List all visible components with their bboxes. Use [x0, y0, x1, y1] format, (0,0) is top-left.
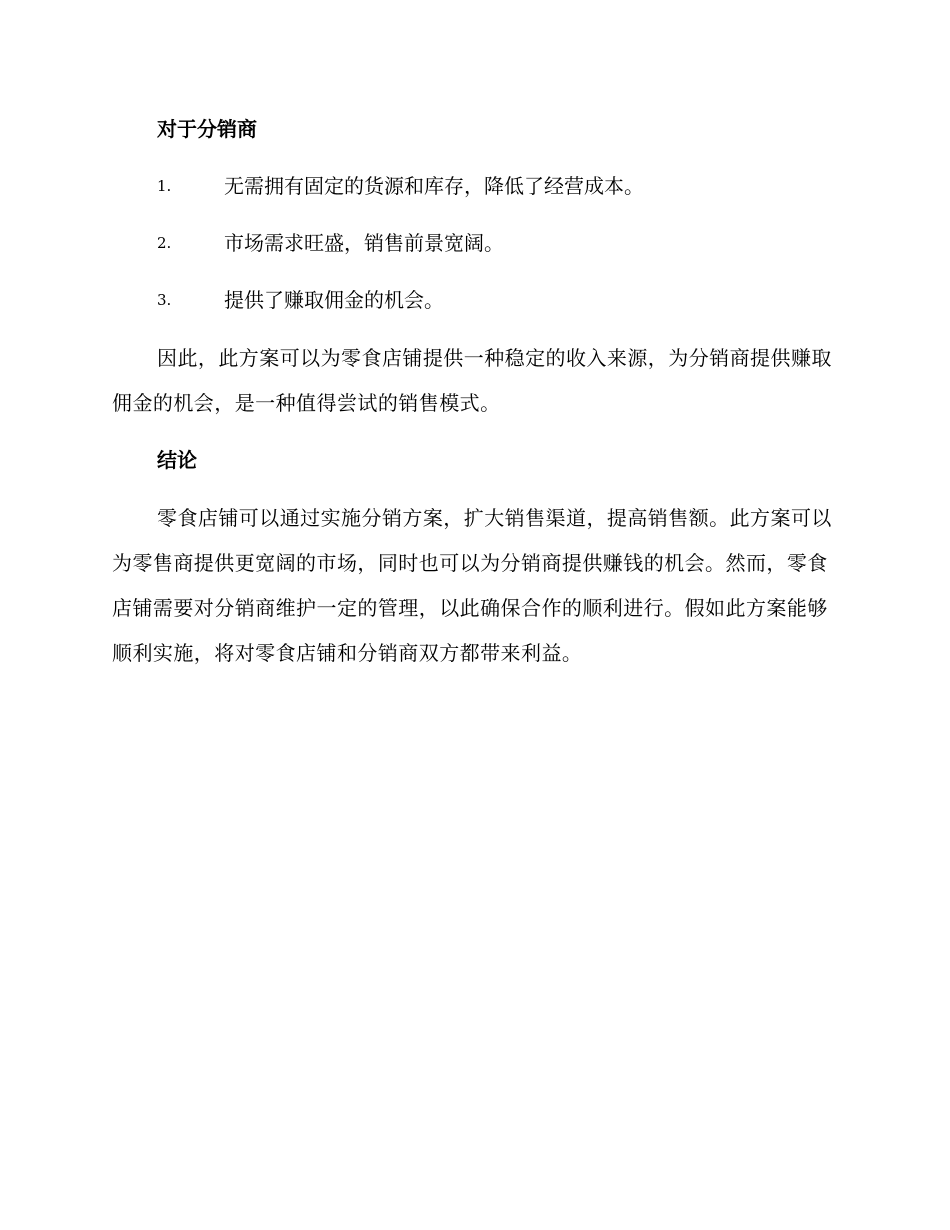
list-number: 2. — [157, 234, 172, 252]
list-text: 提供了赚取佣金的机会。 — [224, 288, 444, 312]
section-heading-conclusion: 结论 — [157, 448, 197, 472]
conclusion-paragraph: 零食店铺可以通过实施分销方案，扩大销售渠道，提高销售额。此方案可以为零售商提供更宽阔的市场，同时也可以为分销商提供赚钱的机会。然而，零食店铺需要对分销商维护一定的管理，以此确保合作的顺利进行。假如此方案能够顺利实施，将对零食店铺和分销商双方都带来利益。 — [112, 506, 832, 665]
section-heading-distributor: 对于分销商 — [157, 117, 257, 141]
summary-paragraph: 因此，此方案可以为零食店铺提供一种稳定的收入来源，为分销商提供赚取佣金的机会，是一种值得尝试的销售模式。 — [112, 346, 832, 415]
list-number: 1. — [157, 177, 172, 195]
list-number: 3. — [157, 291, 172, 309]
list-text: 市场需求旺盛，销售前景宽阔。 — [224, 231, 504, 255]
list-text: 无需拥有固定的货源和库存，降低了经营成本。 — [224, 174, 644, 198]
